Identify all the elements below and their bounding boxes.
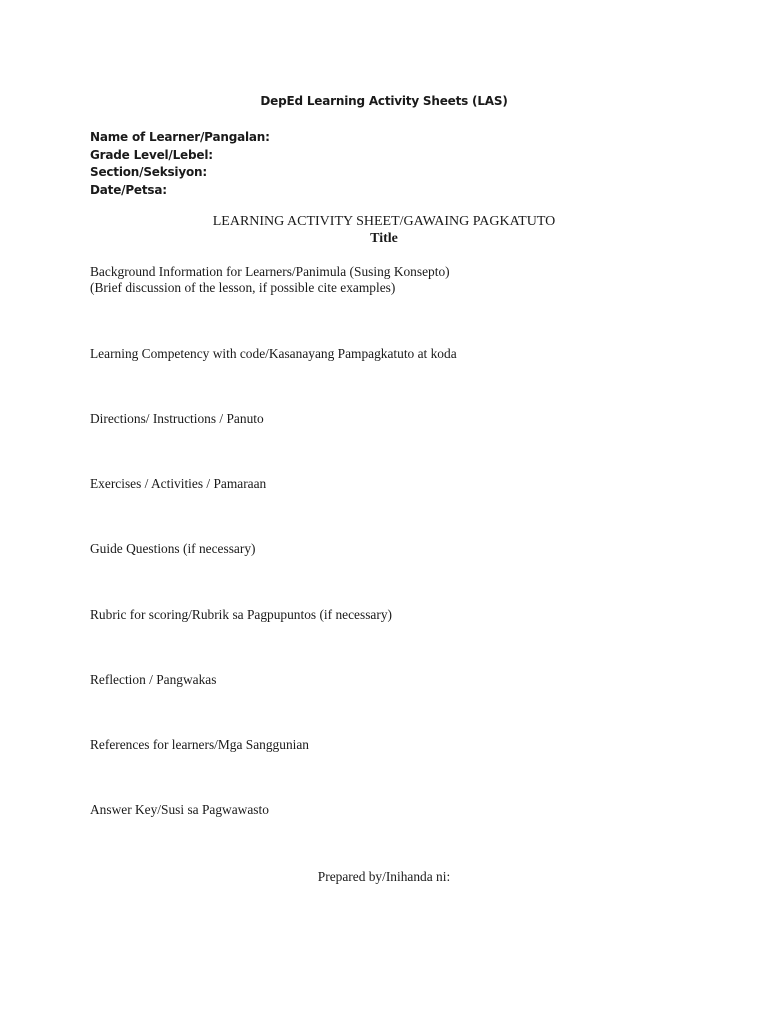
section-references: References for learners/Mga Sanggunian: [90, 737, 309, 752]
section-guide-questions: Guide Questions (if necessary): [90, 541, 256, 556]
learner-info-fields: [90, 129, 270, 199]
sheet-subtitle: Title: [370, 231, 398, 246]
sheet-title: LEARNING ACTIVITY SHEET/GAWAING PAGKATUTO: [212, 214, 556, 229]
background-heading: Background Information for Learners/Panimula (Susing Konsepto): [90, 264, 450, 279]
section-answer-key: Answer Key/Susi sa Pagwawasto: [90, 802, 269, 817]
section-rubric: Rubric for scoring/Rubrik sa Pagpupuntos (if necessary): [90, 607, 392, 622]
section-directions: Directions/ Instructions / Panuto: [90, 411, 264, 426]
section-competency: Learning Competency with code/Kasanayang Pampagkatuto at koda: [90, 346, 457, 361]
prepared-by: Prepared by/Inihanda ni:: [317, 869, 451, 884]
field-grade-level: Grade Level/Lebel:: [90, 147, 213, 162]
field-date: Date/Petsa:: [90, 182, 167, 197]
sheet-heading: [0, 213, 768, 247]
section-exercises: Exercises / Activities / Pamaraan: [90, 476, 267, 491]
document-header-title: DepEd Learning Activity Sheets (LAS): [260, 94, 508, 108]
field-learner-name: Name of Learner/Pangalan:: [90, 130, 270, 144]
section-background: [90, 264, 450, 296]
section-reflection: Reflection / Pangwakas: [90, 672, 217, 687]
background-note: (Brief discussion of the lesson, if possible cite examples): [90, 280, 396, 295]
field-section: Section/Seksiyon:: [90, 165, 207, 179]
